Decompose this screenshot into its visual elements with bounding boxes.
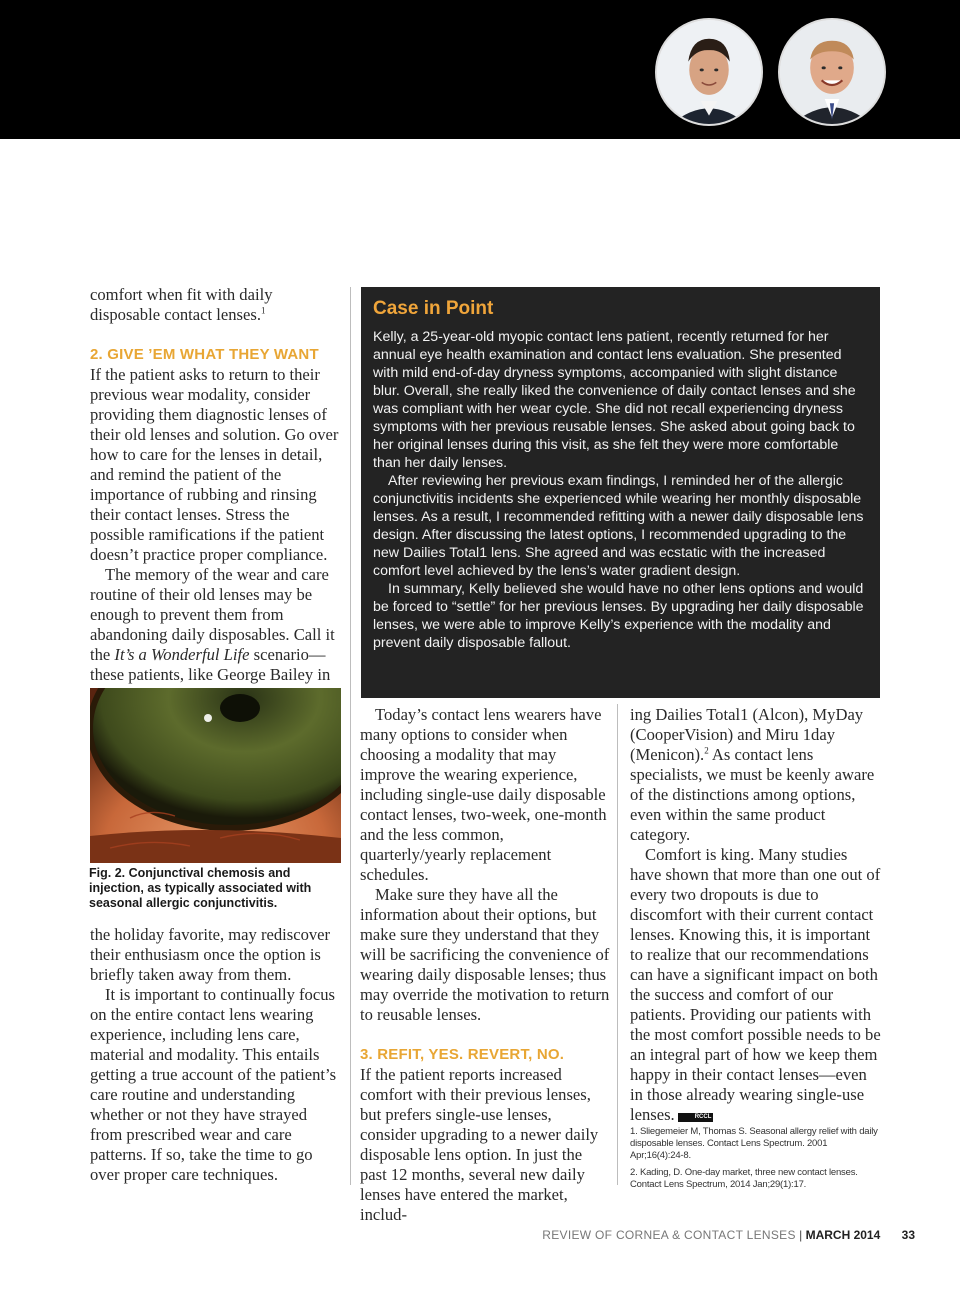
section-heading-2: 2. GIVE ’EM WHAT THEY WANT: [90, 346, 319, 363]
body-paragraph: Make sure they have all the information about their options, but make sure they understand that they will be sacrificing the convenience of wearing daily disposable lenses; thus may override the motivation to return to reusable lenses.: [360, 885, 610, 1024]
sidebar-paragraph: In summary, Kelly believed she would have no other lens options and would be forced to “settle” for her previous lenses. By upgrading her daily disposable lenses, we were able to improve Kelly’s experience with the modality and prevent daily disposable fallout.: [373, 581, 864, 651]
issue-date: MARCH 2014: [805, 1228, 881, 1242]
intro-paragraph: comfort when fit with daily disposable contact lenses.$^1$: [90, 285, 273, 324]
sidebar-paragraph: After reviewing her previous exam findings, I reminded her of the allergic conjunctivitis incidents she experienced while wearing her monthly disposable lenses. As a result, I recommended refitting with a newer daily disposable lens design. After discussing the latest options, I recommended upgrading to the new Dailies Total1 lens. She agreed and was ecstatic with the increased comfort level achieved by the lens’s water gradient design.: [373, 473, 864, 579]
sidebar-title: Case in Point: [373, 298, 494, 319]
reference-item: 1. Sliegemeier M, Thomas S. Seasonal allergy relief with daily disposable lenses. Contact Lens Spectrum. 2001 Apr;16(4):24-8.: [630, 1126, 878, 1161]
author-photo-2: [780, 20, 884, 124]
end-mark-logo: RCCL: [678, 1113, 714, 1122]
figure-eye-photo: [90, 688, 341, 863]
column-2: [360, 705, 610, 1225]
author-photo-1: [657, 20, 761, 124]
column-1-lower: [90, 925, 342, 1185]
page-footer: [542, 1228, 915, 1242]
sidebar-paragraph: Kelly, a 25-year-old myopic contact lens patient, recently returned for her annual eye health examination and contact lens evaluation. She presented with mild end-of-day dryness symptoms, accompanied with slight distance blur. Overall, she really liked the convenience of daily contact lenses and she was compliant with her wear cycle. She did not recall experiencing dryness symptoms with her previous reusable lenses. She asked about going back to her original lenses during this visit, as she felt they were more comfortable than her daily lenses.: [373, 329, 856, 471]
body-paragraph: If the patient reports increased comfort with their previous lenses, but prefers single-use lenses, consider upgrading to a newer daily disposable lens option. In just the past 12 months, several new daily lenses have entered the market, includ-: [360, 1065, 599, 1224]
column-divider: [617, 704, 618, 1185]
section-heading-3: 3. REFIT, YES. REVERT, NO.: [360, 1046, 565, 1063]
column-1-upper: [90, 285, 342, 685]
reference-item: 2. Kading, D. One-day market, three new contact lenses. Contact Lens Spectrum, 2014 Jan;29(1):17.: [630, 1167, 858, 1190]
body-paragraph: ing Dailies Total1 (Alcon), MyDay (CooperVision) and Miru 1day (Menicon).$^2$ As contact lens specialists, we must be keenly aware of the distinctions among options, even within the same product category.: [630, 705, 875, 844]
references: [630, 1126, 882, 1196]
magazine-name: REVIEW OF CORNEA & CONTACT LENSES: [542, 1228, 796, 1242]
figure-caption: Fig. 2. Conjunctival chemosis and injection, as typically associated with seasonal allergic conjunctivitis.: [89, 866, 312, 910]
body-paragraph: If the patient asks to return to their previous wear modality, consider providing them diagnostic lenses of their old lenses and solution. Go over how to care for the lenses in detail, and remind the patient of the importance of rubbing and rinsing their contact lenses. Stress the possible ramifications if the patient doesn’t practice proper compliance.: [90, 365, 339, 564]
page-number: 33: [901, 1228, 915, 1242]
body-paragraph: Today’s contact lens wearers have many options to consider when choosing a modality that may improve the wearing experience, including single-use daily disposable contact lenses, two-week, one-month and the less common, quarterly/yearly replacement schedules.: [360, 705, 607, 884]
column-divider: [350, 287, 351, 1185]
header-band: [0, 0, 960, 139]
body-paragraph: The memory of the wear and care routine of their old lenses may be enough to prevent them from abandoning daily disposables. Call it the It’s a Wonderful Life scenario—these patients, like George Bailey in: [90, 565, 335, 684]
body-paragraph: It is important to continually focus on the entire contact lens wearing experience, including lens care, material and modality. This entails getting a true account of the patient’s care routine and understanding whether or not they have strayed from prescribed wear and care patterns. If so, take the time to go over proper care techniques.: [90, 985, 337, 1184]
case-in-point-sidebar: [361, 287, 880, 698]
body-paragraph: Comfort is king. Many studies have shown that more than one out of every two dropouts is due to discomfort with their current contact lenses. Knowing this, it is important to realize that our recommendations can have a significant impact on both the success and comfort of our patients. Providing our patients with the most comfort possible needs to be an integral part of how we keep them happy in their contact lenses—even in those already wearing single-use lenses. RCCL: [630, 845, 881, 1124]
footer-separator: |: [799, 1228, 803, 1242]
column-3: [630, 705, 882, 1125]
body-paragraph: the holiday favorite, may rediscover their enthusiasm once the option is briefly taken away from them.: [90, 925, 331, 984]
